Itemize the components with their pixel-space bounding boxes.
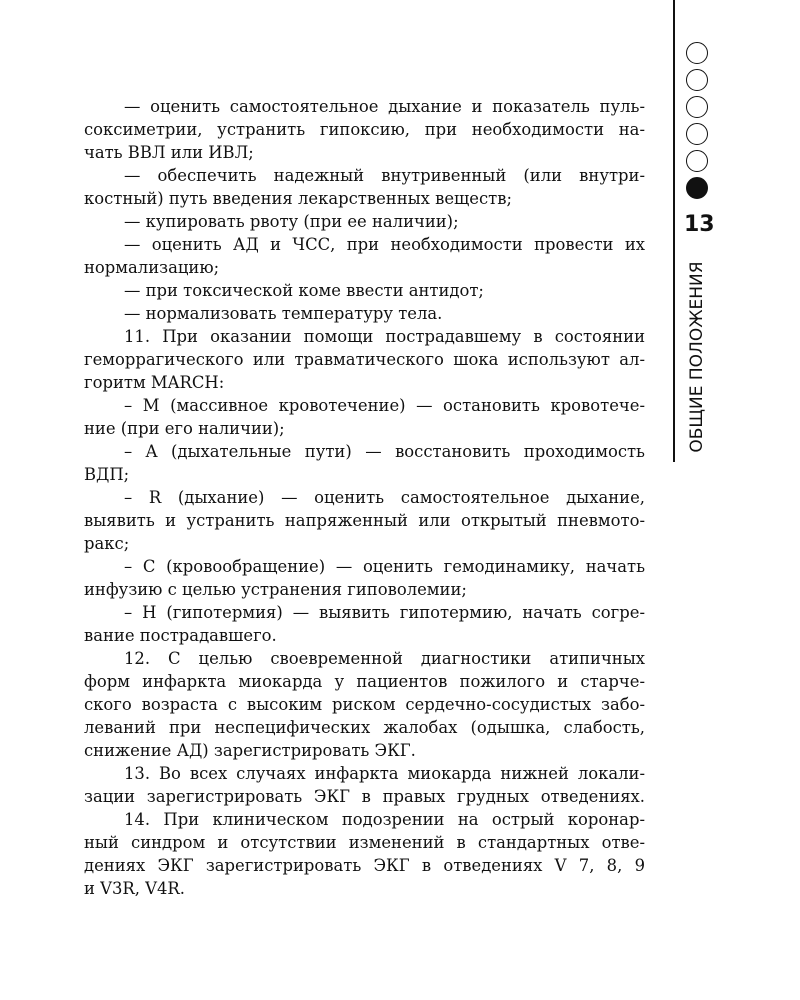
text-line: 12. С целью своевременной диагностики атипичных: [124, 649, 645, 668]
page-number: 13: [684, 212, 715, 237]
text-line: нормализацию;: [84, 258, 220, 277]
text-line: соксиметрии, устранить гипоксию, при необходимости на-: [84, 120, 645, 139]
text-line: – A (дыхательные пути) — восстановить проходимость: [124, 442, 645, 461]
progress-dot: [686, 150, 708, 172]
text-line: – R (дыхание) — оценить самостоятельное дыхание,: [124, 488, 645, 507]
text-line: выявить и устранить напряженный или открытый пневмото-: [84, 511, 645, 530]
text-line: — при токсической коме ввести антидот;: [124, 281, 484, 300]
text-line: снижение АД) зарегистрировать ЭКГ.: [84, 741, 416, 760]
text-line: – H (гипотермия) — выявить гипотермию, начать согре-: [124, 603, 645, 622]
sidebar-divider: [673, 0, 675, 462]
text-line: – C (кровообращение) — оценить гемодинамику, начать: [124, 557, 645, 576]
progress-dot: [686, 42, 708, 64]
text-line: 11. При оказании помощи пострадавшему в состоянии: [124, 327, 645, 346]
progress-dot: [686, 96, 708, 118]
text-line: — оценить АД и ЧСС, при необходимости провести их: [124, 235, 645, 254]
progress-dot: [686, 69, 708, 91]
text-line: горитм MARCH:: [84, 373, 225, 392]
text-line: геморрагического или травматического шока используют ал-: [84, 350, 645, 369]
text-line: — оценить самостоятельное дыхание и показатель пуль-: [124, 97, 645, 116]
text-line: форм инфаркта миокарда у пациентов пожилого и старче-: [84, 672, 645, 691]
text-line: ракс;: [84, 534, 130, 553]
text-line: ского возраста с высоким риском сердечно-сосудистых забо-: [84, 695, 645, 714]
text-line: 14. При клиническом подозрении на острый коронар-: [124, 810, 645, 829]
text-line: вание пострадавшего.: [84, 626, 277, 645]
text-line: ный синдром и отсутствии изменений в стандартных отве-: [84, 833, 645, 852]
text-line: костный) путь введения лекарственных веществ;: [84, 189, 512, 208]
text-line: и V3R, V4R.: [84, 879, 185, 898]
text-line: ВДП;: [84, 465, 130, 484]
running-section-title: ОБЩИЕ ПОЛОЖЕНИЯ: [687, 261, 707, 453]
text-line: 13. Во всех случаях инфаркта миокарда нижней локали-: [124, 764, 645, 783]
text-line: чать ВВЛ или ИВЛ;: [84, 143, 254, 162]
text-line: леваний при неспецифических жалобах (одышка, слабость,: [84, 718, 645, 737]
text-line: ние (при его наличии);: [84, 419, 285, 438]
text-line: зации зарегистрировать ЭКГ в правых грудных отведениях.: [84, 787, 645, 806]
text-line: — обеспечить надежный внутривенный (или внутри-: [124, 166, 645, 185]
progress-dot-current: [686, 177, 708, 199]
text-line: дениях ЭКГ зарегистрировать ЭКГ в отведениях V 7, 8, 9: [84, 856, 645, 875]
text-line: — нормализовать температуру тела.: [124, 304, 443, 323]
text-line: инфузию с целью устранения гиповолемии;: [84, 580, 467, 599]
text-line: – M (массивное кровотечение) — остановить кровотече-: [124, 396, 645, 415]
progress-dot: [686, 123, 708, 145]
chapter-progress-dots: [686, 42, 714, 204]
body-text: [84, 95, 645, 900]
text-line: — купировать рвоту (при ее наличии);: [124, 212, 459, 231]
